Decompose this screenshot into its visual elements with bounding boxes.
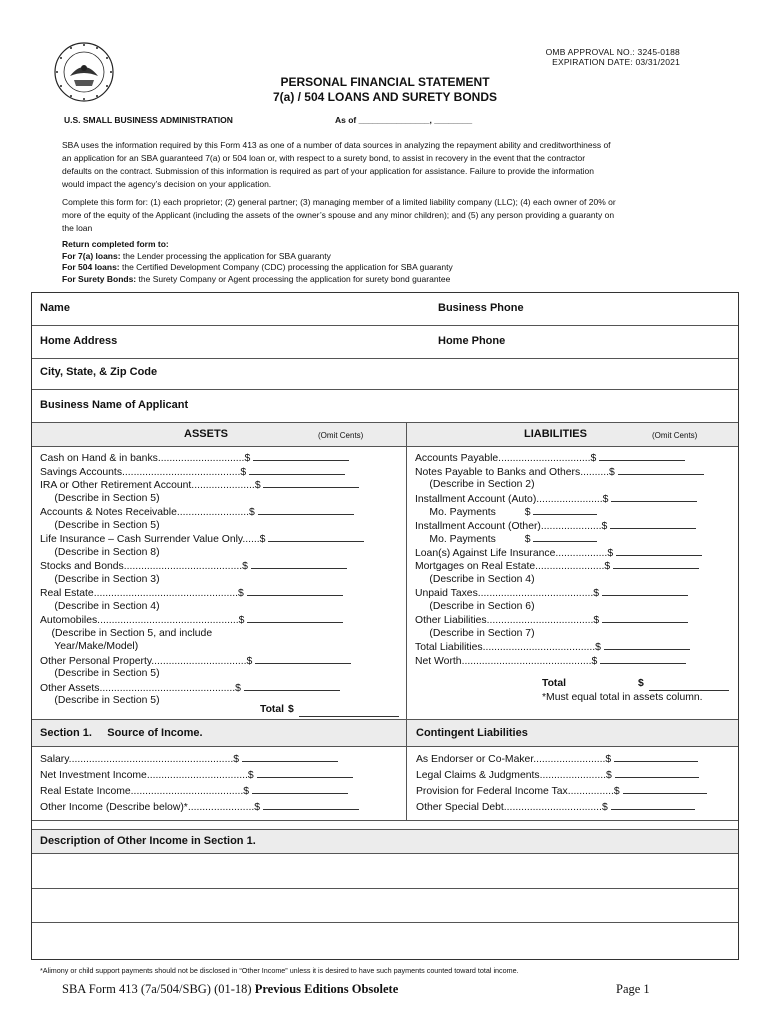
- home-address-label: Home Address: [40, 335, 118, 347]
- contingent-label: Other Special Debt..................................$: [416, 802, 611, 813]
- liability-line: [415, 465, 704, 480]
- liability-amount-field[interactable]: [600, 654, 686, 664]
- intro-line: an application for an SBA guaranteed 7(a) or 504 loan or, with respect to a surety bond, to assist in recovery in the event that the contractor: [62, 153, 586, 163]
- liability-line: [415, 519, 696, 534]
- asset-label: Stocks and Bonds.........................................$: [40, 561, 251, 572]
- contingent-line: [416, 752, 698, 767]
- business-name-label: Business Name of Applicant: [40, 399, 189, 411]
- income-amount-field[interactable]: [242, 752, 338, 762]
- assets-heading: ASSETS: [184, 428, 229, 440]
- liability-line: [415, 600, 535, 614]
- column-divider: [406, 423, 407, 725]
- liability-amount-field[interactable]: [616, 546, 702, 556]
- asset-label: Other Assets...............................................$: [40, 682, 244, 694]
- income-amount-field[interactable]: [263, 800, 359, 810]
- asset-label: Accounts & Notes Receivable.........................$: [40, 507, 258, 518]
- other-income-line-3[interactable]: [32, 923, 738, 959]
- intro-line: SBA uses the information required by this Form 413 as one of a number of data sources in analyzing the repayment ability and creditworthiness of: [62, 140, 611, 150]
- asset-line: [40, 627, 212, 641]
- contingent-label: Legal Claims & Judgments.......................$: [416, 770, 615, 781]
- name-row[interactable]: [32, 293, 738, 326]
- business-phone-label: Business Phone: [438, 302, 524, 314]
- return-instructions: [62, 239, 453, 285]
- asset-line: [40, 505, 354, 520]
- city-row[interactable]: [32, 359, 738, 390]
- intro-line: would impact the agency’s decision on your application.: [62, 179, 272, 189]
- liability-amount-field[interactable]: [610, 519, 696, 529]
- omb-approval: [546, 47, 680, 67]
- contingent-line: [416, 768, 699, 783]
- asset-label: Automobiles.................................................$: [40, 615, 248, 626]
- section1-header-row: [32, 719, 738, 747]
- asset-line: [40, 532, 364, 547]
- liability-label: (Describe in Section 7): [415, 627, 535, 639]
- contingent-amount-field[interactable]: [623, 784, 707, 794]
- liability-line: [415, 546, 702, 561]
- asset-line: [40, 478, 359, 493]
- income-line: [40, 768, 353, 783]
- complete-for-paragraph: [62, 196, 700, 235]
- liability-amount-field[interactable]: [533, 505, 597, 515]
- liability-line: [415, 559, 699, 574]
- asset-amount-field[interactable]: [249, 465, 345, 475]
- asset-amount-field[interactable]: [255, 654, 351, 664]
- intro-paragraph: [62, 139, 700, 191]
- liability-label: (Describe in Section 6): [415, 600, 535, 612]
- asset-line: [40, 600, 160, 614]
- title-line-1: PERSONAL FINANCIAL STATEMENT: [280, 75, 490, 89]
- section1-bottom: [32, 820, 738, 821]
- liability-label: Mo. Payments $: [415, 534, 534, 545]
- liability-label: Installment Account (Auto).......................$: [415, 493, 612, 505]
- omb-number: OMB APPROVAL NO.: 3245-0188: [545, 47, 680, 57]
- asset-line: [40, 654, 351, 669]
- asset-line: [40, 465, 345, 480]
- liability-line: [415, 640, 690, 655]
- assets-total-sign: $: [288, 704, 294, 715]
- liability-label: Installment Account (Other).....................$: [415, 520, 611, 532]
- asset-line: [40, 681, 340, 696]
- intro-line: the loan: [62, 223, 93, 233]
- liability-line: [415, 478, 535, 492]
- return-504-label: For 504 loans:: [62, 262, 120, 272]
- asset-label: (Describe in Section 4): [40, 600, 160, 612]
- business-name-row[interactable]: [32, 390, 738, 423]
- form-title: [0, 75, 770, 105]
- liability-line: [415, 451, 685, 466]
- asset-amount-field[interactable]: [244, 681, 340, 691]
- section1-heading: Section 1. Source of Income.: [40, 727, 203, 739]
- must-equal-note: *Must equal total in assets column.: [542, 692, 703, 703]
- intro-line: Complete this form for: (1) each proprietor; (2) general partner; (3) managing member of a limited liability company (LLC); (4) each owner of 20% or: [62, 197, 616, 207]
- contingent-amount-field[interactable]: [615, 768, 699, 778]
- other-income-line-1[interactable]: [32, 854, 738, 889]
- liability-amount-field[interactable]: [604, 640, 690, 650]
- liability-label: Total Liabilities.......................................$: [415, 642, 604, 653]
- assets-total-label: Total: [260, 704, 285, 715]
- contingent-amount-field[interactable]: [611, 800, 695, 810]
- liability-label: Mortgages on Real Estate........................$: [415, 561, 614, 572]
- liability-label: Unpaid Taxes........................................$: [415, 588, 602, 599]
- liability-label: (Describe in Section 2): [415, 479, 535, 490]
- intro-line: more of the equity of the Applicant (including the assets of the owner’s spouse and any minor children); and (5) any person providing a guaranty on: [62, 210, 615, 220]
- obsolete-notice: Previous Editions Obsolete: [254, 982, 399, 996]
- asset-label: (Describe in Section 5): [40, 519, 160, 531]
- liability-amount-field[interactable]: [599, 451, 685, 461]
- liability-line: [415, 586, 688, 601]
- liability-amount-field[interactable]: [602, 613, 688, 623]
- asset-label: Life Insurance – Cash Surrender Value Only......$: [40, 534, 269, 545]
- liability-label: Mo. Payments $: [415, 507, 534, 518]
- liability-line: [415, 654, 686, 669]
- asset-amount-field[interactable]: [251, 559, 347, 569]
- page-number: Page 1: [616, 982, 650, 996]
- return-7a-text: the Lender processing the application for SBA guaranty: [120, 250, 331, 261]
- liability-line: [415, 613, 688, 628]
- liability-amount-field[interactable]: [611, 492, 697, 502]
- asset-label: (Describe in Section 3): [40, 573, 160, 585]
- income-line: [40, 752, 338, 767]
- asset-label: (Describe in Section 5, and include: [40, 627, 213, 639]
- agency-name: U.S. SMALL BUSINESS ADMINISTRATION: [64, 115, 233, 125]
- form-identifier: [62, 982, 398, 997]
- liability-label: Other Liabilities.....................................$: [415, 615, 603, 626]
- liabilities-omit-cents: (Omit Cents): [652, 431, 698, 440]
- income-line: [40, 784, 348, 799]
- return-surety-label: For Surety Bonds:: [62, 273, 137, 284]
- contingent-label: Provision for Federal Income Tax................$: [416, 786, 623, 797]
- asset-line: [40, 519, 160, 533]
- asset-label: Year/Make/Model): [40, 641, 139, 652]
- intro-line: defaults on the contract. Submission of this information is required as part of your application for assistance. Failure to provide the information: [62, 166, 594, 176]
- liabilities-total-field[interactable]: [649, 681, 729, 691]
- liabilities-total-sign: $: [638, 678, 644, 689]
- asset-label: Cash on Hand & in banks..............................$: [40, 453, 254, 464]
- return-504-text: the Certified Development Company (CDC) processing the application for SBA guaranty: [119, 262, 453, 272]
- asset-line: [40, 492, 160, 506]
- liability-label: (Describe in Section 4): [415, 573, 535, 585]
- home-address-row[interactable]: [32, 326, 738, 359]
- home-phone-label: Home Phone: [438, 335, 506, 347]
- asset-amount-field[interactable]: [247, 586, 343, 596]
- liability-line: [415, 627, 535, 641]
- liability-label: Loan(s) Against Life Insurance..................$: [415, 547, 616, 559]
- return-heading: Return completed form to:: [62, 239, 169, 249]
- contingent-amount-field[interactable]: [614, 752, 698, 762]
- city-label: City, State, & Zip Code: [40, 366, 158, 378]
- asset-amount-field[interactable]: [247, 613, 343, 623]
- income-label: Salary.........................................................$: [40, 754, 242, 765]
- title-line-2: 7(a) / 504 LOANS AND SURETY BONDS: [272, 90, 498, 104]
- income-label: Real Estate Income.......................................$: [40, 786, 252, 797]
- liability-line: [415, 505, 597, 520]
- liability-line: [415, 573, 535, 587]
- asset-label: (Describe in Section 5): [40, 492, 160, 504]
- liability-amount-field[interactable]: [602, 586, 688, 596]
- section1-divider: [406, 719, 407, 821]
- liability-line: [415, 532, 597, 547]
- income-label: Net Investment Income...................................$: [40, 770, 257, 781]
- financial-statement-form: [31, 292, 739, 960]
- liability-label: Net Worth.............................................$: [415, 655, 601, 667]
- liability-amount-field[interactable]: [618, 465, 704, 475]
- as-of-date-field[interactable]: As of _______________, ________: [335, 115, 473, 125]
- asset-line: [40, 451, 349, 466]
- liability-label: Notes Payable to Banks and Others..........$: [415, 466, 618, 478]
- liability-line: [415, 492, 697, 507]
- contingent-line: [416, 784, 707, 799]
- liabilities-heading: LIABILITIES: [524, 428, 587, 440]
- liability-amount-field[interactable]: [533, 532, 597, 542]
- asset-amount-field[interactable]: [253, 451, 349, 461]
- other-income-heading: Description of Other Income in Section 1.: [40, 835, 256, 847]
- assets-liabilities-header: [32, 423, 738, 447]
- asset-amount-field[interactable]: [263, 478, 359, 488]
- contingent-label: As Endorser or Co-Maker.........................$: [416, 754, 615, 765]
- asset-label: Savings Accounts.........................................$: [40, 466, 250, 478]
- form-number: SBA Form 413 (7a/504/SBG) (01-18): [62, 982, 255, 996]
- return-7a-label: For 7(a) loans:: [62, 250, 121, 261]
- alimony-footnote: *Alimony or child support payments should not be disclosed in “Other Income” unless it is desired to have such payments counted toward total income.: [40, 966, 519, 975]
- asset-label: (Describe in Section 5): [40, 668, 160, 679]
- other-income-header: [32, 829, 738, 854]
- income-amount-field[interactable]: [257, 768, 353, 778]
- other-income-line-2[interactable]: [32, 889, 738, 923]
- asset-label: Real Estate..................................................$: [40, 588, 247, 599]
- asset-label: (Describe in Section 8): [40, 546, 160, 558]
- liability-label: Accounts Payable................................$: [415, 453, 600, 464]
- liability-amount-field[interactable]: [613, 559, 699, 569]
- asset-line: [40, 559, 347, 574]
- asset-line: [40, 586, 343, 601]
- asset-label: Other Personal Property.................................$: [40, 655, 256, 667]
- liabilities-total-label: Total: [542, 678, 567, 689]
- income-line: [40, 800, 359, 815]
- expiration-date: EXPIRATION DATE: 03/31/2021: [552, 57, 680, 67]
- asset-line: [40, 546, 160, 560]
- asset-line: [40, 573, 160, 587]
- asset-line: [40, 613, 343, 628]
- return-surety-text: the Surety Company or Agent processing the application for surety bond guarantee: [136, 273, 451, 284]
- contingent-heading: Contingent Liabilities: [416, 727, 528, 739]
- asset-amount-field[interactable]: [268, 532, 364, 542]
- assets-total-field[interactable]: [299, 707, 399, 717]
- asset-line: [40, 694, 160, 708]
- income-amount-field[interactable]: [252, 784, 348, 794]
- asset-amount-field[interactable]: [258, 505, 354, 515]
- income-label: Other Income (Describe below)*.......................$: [40, 802, 263, 813]
- asset-label: IRA or Other Retirement Account......................$: [40, 480, 264, 491]
- asset-line: [40, 667, 160, 681]
- asset-label: (Describe in Section 5): [40, 695, 160, 706]
- contingent-line: [416, 800, 695, 815]
- name-label: Name: [40, 302, 70, 314]
- asset-line: [40, 640, 138, 654]
- assets-omit-cents: (Omit Cents): [318, 431, 364, 440]
